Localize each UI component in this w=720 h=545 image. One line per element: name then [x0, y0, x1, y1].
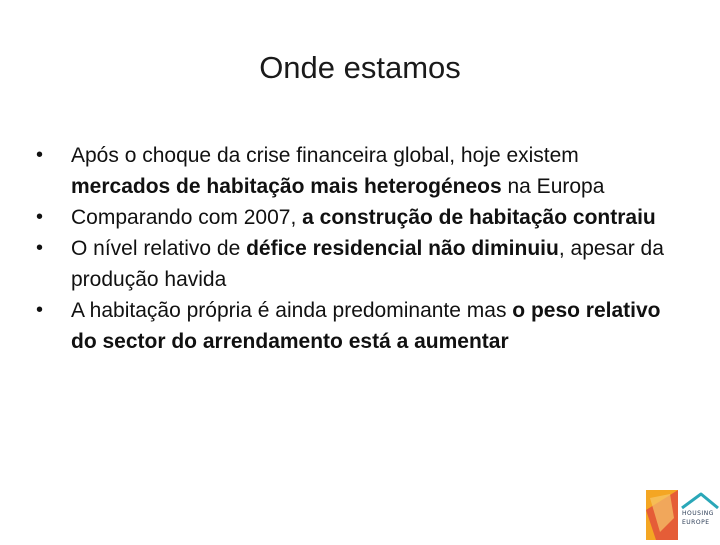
- logo-text-europe: EUROPE: [682, 519, 710, 526]
- bullet-item: [36, 202, 676, 233]
- bullet-emphasis: mercados de habitação mais heterogéneos: [71, 175, 502, 198]
- bullet-text: Comparando com 2007,: [71, 206, 303, 229]
- bullet-text: A habitação própria é ainda predominante mas: [71, 299, 513, 322]
- logo-text-housing: HOUSING: [682, 510, 714, 517]
- bullet-list: [36, 140, 676, 357]
- bullet-emphasis: o peso relativo do sector do arrendamento está a aumentar: [71, 299, 661, 353]
- bullet-text: Após o choque da crise financeira global, hoje existem: [71, 144, 579, 167]
- bullet-item: [36, 233, 676, 295]
- bullet-text: O nível relativo de: [71, 237, 247, 260]
- bullet-marker: •: [36, 237, 44, 259]
- bullet-marker: •: [36, 299, 44, 321]
- bullet-text: na Europa: [501, 175, 605, 198]
- bullet-item: [36, 140, 676, 202]
- bullet-text: , apesar da produção havida: [71, 237, 664, 291]
- bullet-marker: •: [36, 144, 44, 166]
- bullet-emphasis: défice residencial não diminuiu: [246, 237, 559, 260]
- slide-title: Onde estamos: [259, 50, 461, 85]
- bullet-item: [36, 295, 676, 357]
- bullet-emphasis: a construção de habitação contraiu: [302, 206, 656, 229]
- bullet-marker: •: [36, 206, 44, 228]
- housing-europe-logo: [646, 488, 720, 540]
